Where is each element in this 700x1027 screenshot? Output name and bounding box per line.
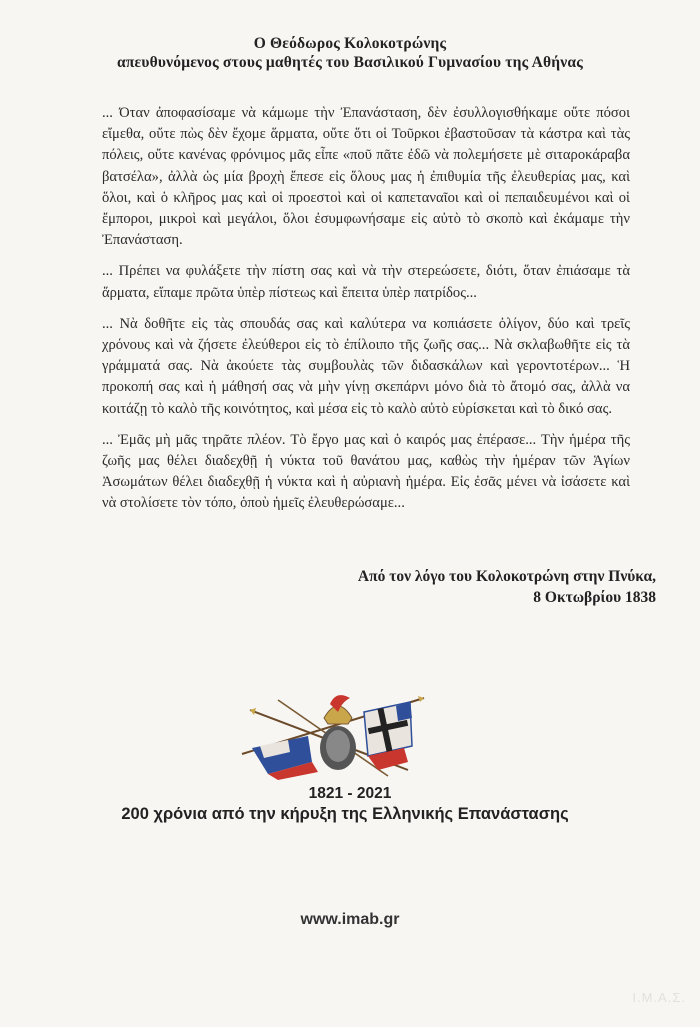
header-line-1: Ο Θεόδωρος Κολοκοτρώνης (253, 35, 447, 52)
source-attribution (358, 566, 656, 608)
anniversary-years: 1821 - 2021 (308, 785, 392, 802)
watermark: I.M.A.Σ. (632, 990, 686, 1005)
anniversary-caption: 200 χρόνια από την κήρυξη της Ελληνικής Επανάστασης (121, 805, 569, 823)
source-line-1: Από τον λόγο του Κολοκοτρώνη στην Πνύκα, (357, 568, 656, 585)
speech-text (102, 103, 630, 525)
paragraph-2: ... Πρέπει να φυλάξετε τὴν πίστη σας καὶ νὰ τὴν στερεώσετε, διότι, ὅταν ἐπιάσαμε τὰ ἅρματα, εἴπαμε πρῶτα ὑπὲρ πίστεως καὶ ἔπειτα ὑπὲρ πατρίδος... (102, 263, 630, 301)
paragraph-4: ... Ἐμᾶς μὴ μᾶς τηρᾶτε πλέον. Τὸ ἔργο μας καὶ ὁ καιρός μας ἐπέρασε... Τὴν ἡμέρα τῆς ζωῆς μας θέλει διαδεχθῇ ἡ νύκτα τοῦ θανάτου μας, καθὼς τὴν ἡμέραν τῶν Ἁγίων Ἀσωμάτων θέλει διαδεχθῇ ἡ νύκτα καὶ ἡ αὐριανὴ ἡμέρα. Εἰς ἐσᾶς μένει νὰ ἰσάσετε καὶ νὰ στολίσετε τὸν τόπο, ὁποὺ ἡμεῖς ἐλευθερώσαμε... (102, 431, 630, 512)
paragraph-3: ... Νὰ δοθῆτε εἰς τὰς σπουδάς σας καὶ καλύτερα να κοπιάσετε ὀλίγον, δύο καὶ τρεῖς χρόνους καὶ νὰ ζήσετε ἐλεύθεροι εἰς τὸ ἐπίλοιπο τῆς ζωῆς σας... Νὰ σκλαβωθῆτε εἰς τὰ γράμματά σας. Νὰ ἀκούετε τὰς συμβουλὰς τῶν διδασκάλων καὶ γεροντοτέρων... Ἡ προκοπή σας καὶ ἡ μάθησή σας νὰ μὴν γίνῃ σκεπάρνι μόνο διὰ τὸ ἄτομό σας, ἀλλὰ να κοιτάζῃ τὸ καλὸ τῆς κοινότητος, καὶ μέσα εἰς τὸ καλὸ αὐτὸ εὑρίσκεται καὶ τὸ δικό σας. (102, 315, 630, 417)
paragraph-1: ... Όταν ἀποφασίσαμε νὰ κάμωμε τὴν Ἐπανάσταση, δὲν ἐσυλλογισθήκαμε οὔτε πόσοι εἴμεθα, οὔτε πὼς δὲν ἔχομε ἅρματα, οὔτε ὅτι οἱ Τοῦρκοι ἐβαστοῦσαν τὰ κάστρα καὶ τὰς πόλεις, οὔτε κανένας φρόνιμος μᾶς εἶπε «ποῦ πᾶτε ἐδῶ νὰ πολεμήσετε μὲ σιταροκάραβα βατσέλα», ἀλλὰ ὡς μία βροχὴ ἔπεσε εἰς ὅλους μας ἡ ἐπιθυμία τῆς ἐλευθερίας μας, καὶ ὅλοι, καὶ ὁ κλῆρος μας καὶ οἱ προεστοὶ καὶ οἱ καπεταναῖοι καὶ οἱ πεπαιδευμένοι καὶ οἱ ἔμποροι, μικροὶ καὶ μεγάλοι, ὅλοι ἐσυμφωνήσαμε εἰς αὐτὸ τὸ σκοπὸ καὶ ἐκάμαμε τὴν Ἐπανάσταση. (102, 105, 630, 249)
website-link[interactable]: www.imab.gr (300, 911, 400, 928)
revolution-flags-helmet-emblem-icon (238, 690, 434, 784)
source-line-2: 8 Οκτωβρίου 1838 (533, 589, 656, 606)
header-title-block (0, 34, 700, 72)
header-line-2: απευθυνόμενος στους μαθητές του Βασιλικού Γυμνασίου της Αθήνας (117, 54, 583, 71)
